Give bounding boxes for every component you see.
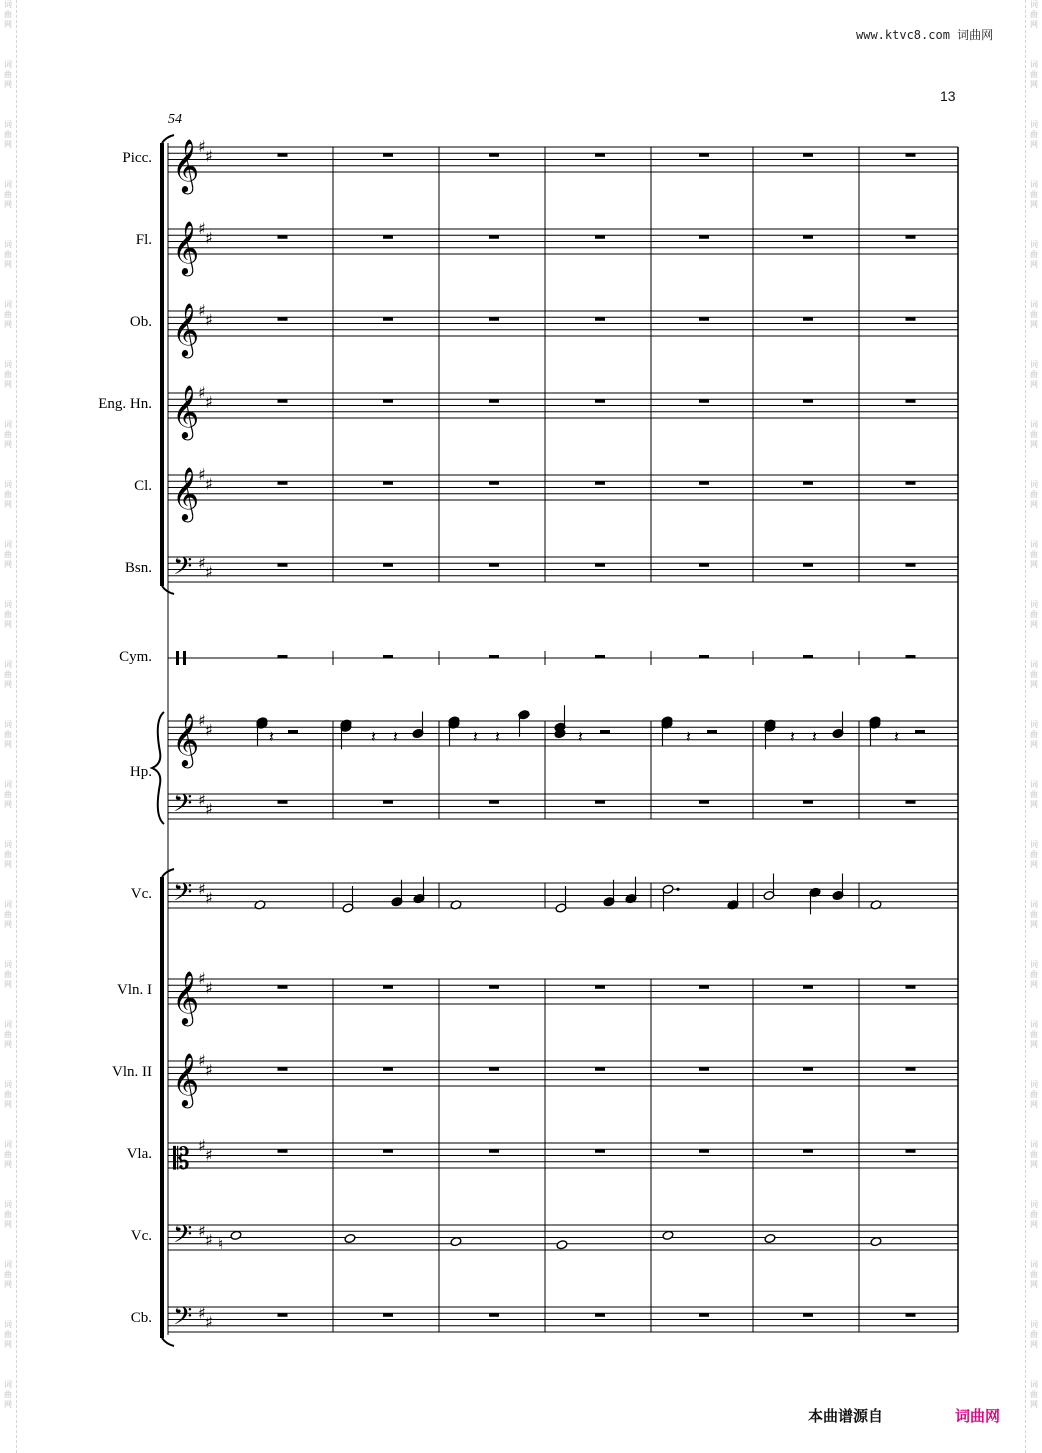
whole-rest [278, 563, 288, 567]
cello-whole-note [230, 1230, 242, 1240]
bar-number: 54 [168, 112, 182, 127]
watermark-text: 词 曲 网 [1030, 240, 1038, 269]
sharp-icon: ♯ [198, 790, 206, 810]
whole-rest [803, 235, 813, 239]
whole-rest [278, 1149, 288, 1153]
quarter-rest: 𝄽 [371, 726, 376, 746]
quarter-rest: 𝄽 [393, 726, 398, 746]
whole-rest [383, 655, 393, 659]
watermark-text: 词 曲 网 [1030, 540, 1038, 569]
whole-rest [699, 985, 709, 989]
watermark-text: 词 曲 网 [4, 240, 12, 269]
sharp-icon: ♯ [205, 1145, 213, 1165]
cello-whole-note [764, 1233, 776, 1243]
quarter-rest: 𝄽 [894, 726, 899, 746]
whole-rest [803, 481, 813, 485]
instrument-label-vln1: Vln. I [117, 982, 152, 998]
whole-rest [699, 1067, 709, 1071]
sharp-icon: ♯ [205, 392, 213, 412]
site-name: 词曲网 [957, 28, 994, 42]
quarter-rest: 𝄽 [578, 726, 583, 746]
watermark-text: 词 曲 网 [4, 300, 12, 329]
watermark-text: 词 曲 网 [4, 960, 12, 989]
watermark-text: 词 曲 网 [1030, 120, 1038, 149]
whole-rest [278, 399, 288, 403]
watermark-text: 词 曲 网 [4, 1080, 12, 1109]
percussion-clef-icon [176, 651, 179, 665]
cello-whole-note [556, 1240, 568, 1250]
watermark-text: 词 曲 网 [1030, 480, 1038, 509]
whole-rest [906, 1067, 916, 1071]
whole-rest [383, 317, 393, 321]
whole-rest [803, 655, 813, 659]
whole-rest [906, 399, 916, 403]
watermark-text: 词 曲 网 [1030, 780, 1038, 809]
whole-rest [278, 985, 288, 989]
whole-rest [595, 235, 605, 239]
half-rest [288, 730, 298, 734]
watermark-text: 词 曲 网 [1030, 0, 1038, 29]
half-rest [600, 730, 610, 734]
whole-rest [699, 317, 709, 321]
whole-rest [803, 317, 813, 321]
watermark-text: 词 曲 网 [1030, 360, 1038, 389]
whole-rest [803, 399, 813, 403]
footer-brand[interactable]: 词曲网 [955, 1407, 1001, 1425]
whole-rest [383, 985, 393, 989]
quarter-rest: 𝄽 [473, 726, 478, 746]
sharp-icon: ♯ [205, 888, 213, 908]
whole-rest [699, 1149, 709, 1153]
bass-clef-icon: 𝄢 [173, 1301, 193, 1337]
whole-rest [489, 985, 499, 989]
page-number: 13 [940, 88, 956, 104]
footer-source-text: 本曲谱源自 [808, 1407, 884, 1425]
treble-clef-icon: 𝄞 [172, 970, 200, 1024]
watermark-text: 词 曲 网 [1030, 1020, 1038, 1049]
whole-rest [803, 1067, 813, 1071]
instrument-label-fl: Fl. [135, 232, 152, 248]
whole-rest [803, 1149, 813, 1153]
quarter-rest: 𝄽 [686, 726, 691, 746]
sharp-icon: ♯ [198, 553, 206, 573]
sharp-icon: ♯ [198, 969, 206, 988]
watermark-text: 词 曲 网 [1030, 420, 1038, 449]
sharp-icon: ♯ [198, 137, 206, 156]
whole-rest [489, 655, 499, 659]
instrument-label-bsn: Bsn. [124, 560, 152, 576]
sharp-icon: ♯ [205, 978, 213, 998]
watermark-text: 词 曲 网 [1030, 1320, 1038, 1349]
bracket-hook [162, 1338, 174, 1346]
watermark-text: 词 曲 网 [4, 1200, 12, 1229]
watermark-text: 词 曲 网 [4, 1260, 12, 1289]
watermark-text: 词 曲 网 [4, 720, 12, 749]
treble-clef-icon: 𝄞 [172, 1052, 200, 1106]
whole-rest [906, 1313, 916, 1317]
whole-rest [383, 1067, 393, 1071]
sharp-icon: ♯ [205, 720, 213, 740]
site-url-text[interactable]: www.ktvc8.com [856, 28, 950, 42]
sharp-icon: ♯ [198, 1136, 206, 1156]
whole-rest [278, 317, 288, 321]
whole-rest [489, 317, 499, 321]
bass-clef-icon: 𝄢 [173, 788, 193, 824]
sharp-icon: ♯ [198, 301, 206, 320]
sharp-icon: ♯ [205, 1060, 213, 1080]
instrument-label-cb: Cb. [130, 1310, 152, 1326]
whole-rest [383, 563, 393, 567]
sharp-icon: ♯ [205, 799, 213, 819]
whole-rest [595, 985, 605, 989]
whole-rest [699, 563, 709, 567]
whole-rest [489, 153, 499, 157]
watermark-text: 词 曲 网 [4, 840, 12, 869]
instrument-label-vln2: Vln. II [112, 1064, 152, 1080]
whole-rest [489, 1067, 499, 1071]
sharp-icon: ♯ [198, 711, 206, 730]
sharp-icon: ♯ [198, 1221, 206, 1241]
sharp-icon: ♯ [198, 219, 206, 238]
watermark-text: 词 曲 网 [4, 1140, 12, 1169]
whole-rest [699, 153, 709, 157]
sharp-icon: ♯ [198, 879, 206, 899]
whole-rest [278, 655, 288, 659]
whole-rest [699, 655, 709, 659]
whole-rest [699, 800, 709, 804]
whole-rest [489, 563, 499, 567]
watermark-text: 词 曲 网 [1030, 840, 1038, 869]
sharp-icon: ♯ [205, 562, 213, 582]
whole-rest [278, 235, 288, 239]
whole-rest [699, 1313, 709, 1317]
instrument-label-vc2: Vc. [130, 1228, 152, 1244]
instrument-label-cl: Cl. [134, 478, 152, 494]
watermark-text: 词 曲 网 [1030, 1380, 1038, 1409]
whole-rest [906, 235, 916, 239]
watermark-text: 词 曲 网 [4, 0, 12, 29]
sharp-icon: ♯ [205, 146, 213, 166]
whole-rest [595, 800, 605, 804]
whole-rest [383, 1149, 393, 1153]
cello-whole-note [344, 1233, 356, 1243]
instrument-label-enghn: Eng. Hn. [98, 396, 152, 412]
whole-rest [906, 985, 916, 989]
half-rest [707, 730, 717, 734]
watermark-text: 词 曲 网 [4, 660, 12, 689]
treble-clef-icon: 𝄞 [172, 384, 200, 438]
whole-rest [595, 481, 605, 485]
cello-whole-note [870, 1237, 882, 1247]
whole-rest [489, 399, 499, 403]
watermark-text: 词 曲 网 [1030, 960, 1038, 989]
sharp-icon: ♯ [198, 465, 206, 484]
watermark-text: 词 曲 网 [4, 600, 12, 629]
quarter-rest: 𝄽 [269, 726, 274, 746]
whole-rest [489, 481, 499, 485]
harp-brace [152, 712, 164, 824]
sharp-icon: ♯ [205, 1312, 213, 1332]
whole-rest [803, 1313, 813, 1317]
watermark-text: 词 曲 网 [4, 360, 12, 389]
sharp-icon: ♯ [205, 1230, 213, 1250]
watermark-text: 词 曲 网 [1030, 720, 1038, 749]
cello-whole-note [450, 1237, 462, 1247]
watermark-text: 词 曲 网 [1030, 60, 1038, 89]
sharp-icon: ♯ [205, 228, 213, 248]
instrument-label-picc: Picc. [122, 150, 152, 166]
whole-rest [595, 1313, 605, 1317]
whole-rest [803, 153, 813, 157]
dot [676, 888, 679, 891]
watermark-text: 词 曲 网 [4, 1320, 12, 1349]
whole-rest [906, 317, 916, 321]
watermark-text: 词 曲 网 [4, 540, 12, 569]
watermark-text: 词 曲 网 [4, 420, 12, 449]
watermark-text: 词 曲 网 [4, 120, 12, 149]
whole-rest [595, 153, 605, 157]
watermark-text: 词 曲 网 [1030, 600, 1038, 629]
whole-rest [278, 1067, 288, 1071]
whole-rest [906, 563, 916, 567]
sharp-icon: ♯ [198, 383, 206, 402]
whole-rest [699, 235, 709, 239]
watermark-text: 词 曲 网 [4, 480, 12, 509]
sharp-icon: ♯ [198, 1051, 206, 1070]
bass-clef-icon: 𝄢 [173, 551, 193, 587]
quarter-rest: 𝄽 [495, 726, 500, 746]
watermark-text: 词 曲 网 [1030, 660, 1038, 689]
whole-rest [383, 481, 393, 485]
watermark-text: 词 曲 网 [1030, 1260, 1038, 1289]
whole-rest [595, 655, 605, 659]
alto-clef-icon: 𝄡 [173, 1142, 190, 1177]
bass-clef-icon: 𝄢 [173, 1219, 193, 1255]
bass-clef-icon: 𝄢 [173, 877, 193, 913]
watermark-text: 词 曲 网 [4, 60, 12, 89]
whole-rest [595, 317, 605, 321]
whole-rest [383, 399, 393, 403]
whole-rest [803, 800, 813, 804]
whole-rest [278, 481, 288, 485]
whole-rest [383, 235, 393, 239]
sharp-icon: ♯ [205, 474, 213, 494]
watermark-text: 词 曲 网 [1030, 300, 1038, 329]
watermark-text: 词 曲 网 [4, 780, 12, 809]
instrument-label-hp: Hp. [129, 764, 152, 780]
whole-rest [383, 1313, 393, 1317]
instrument-label-ob: Ob. [129, 314, 152, 330]
cello-whole-note [662, 1230, 674, 1240]
whole-rest [803, 563, 813, 567]
whole-rest [699, 399, 709, 403]
whole-rest [906, 481, 916, 485]
treble-clef-icon: 𝄞 [172, 220, 200, 274]
natural-icon: ♮ [218, 1234, 224, 1253]
watermark-text: 词 曲 网 [4, 1380, 12, 1409]
sharp-icon: ♯ [198, 1303, 206, 1323]
whole-rest [383, 800, 393, 804]
watermark-text: 词 曲 网 [4, 900, 12, 929]
treble-clef-icon: 𝄞 [172, 302, 200, 356]
watermark-text: 词 曲 网 [1030, 900, 1038, 929]
whole-rest [489, 800, 499, 804]
watermark-text: 词 曲 网 [1030, 1080, 1038, 1109]
half-rest [915, 730, 925, 734]
whole-rest [278, 800, 288, 804]
whole-rest [489, 1313, 499, 1317]
watermark-text: 词 曲 网 [4, 180, 12, 209]
watermark-text: 词 曲 网 [4, 1020, 12, 1049]
whole-rest [906, 153, 916, 157]
percussion-clef-icon [183, 651, 186, 665]
whole-rest [383, 153, 393, 157]
whole-rest [278, 1313, 288, 1317]
watermark-text: 词 曲 网 [1030, 1140, 1038, 1169]
quarter-rest: 𝄽 [812, 726, 817, 746]
whole-rest [278, 153, 288, 157]
quarter-rest: 𝄽 [790, 726, 795, 746]
watermark-text: 词 曲 网 [1030, 180, 1038, 209]
sharp-icon: ♯ [205, 310, 213, 330]
whole-rest [489, 235, 499, 239]
treble-clef-icon: 𝄞 [172, 466, 200, 520]
instrument-label-cym: Cym. [119, 649, 152, 665]
whole-rest [906, 655, 916, 659]
whole-rest [906, 800, 916, 804]
whole-rest [906, 1149, 916, 1153]
whole-rest [595, 1067, 605, 1071]
treble-clef-icon: 𝄞 [172, 712, 200, 766]
whole-rest [595, 1149, 605, 1153]
watermark-text: 词 曲 网 [1030, 1200, 1038, 1229]
whole-rest [595, 399, 605, 403]
treble-clef-icon: 𝄞 [172, 138, 200, 192]
whole-rest [595, 563, 605, 567]
instrument-label-vla: Vla. [126, 1146, 152, 1162]
whole-rest [699, 481, 709, 485]
instrument-label-vc1: Vc. [130, 886, 152, 902]
whole-rest [489, 1149, 499, 1153]
whole-rest [803, 985, 813, 989]
